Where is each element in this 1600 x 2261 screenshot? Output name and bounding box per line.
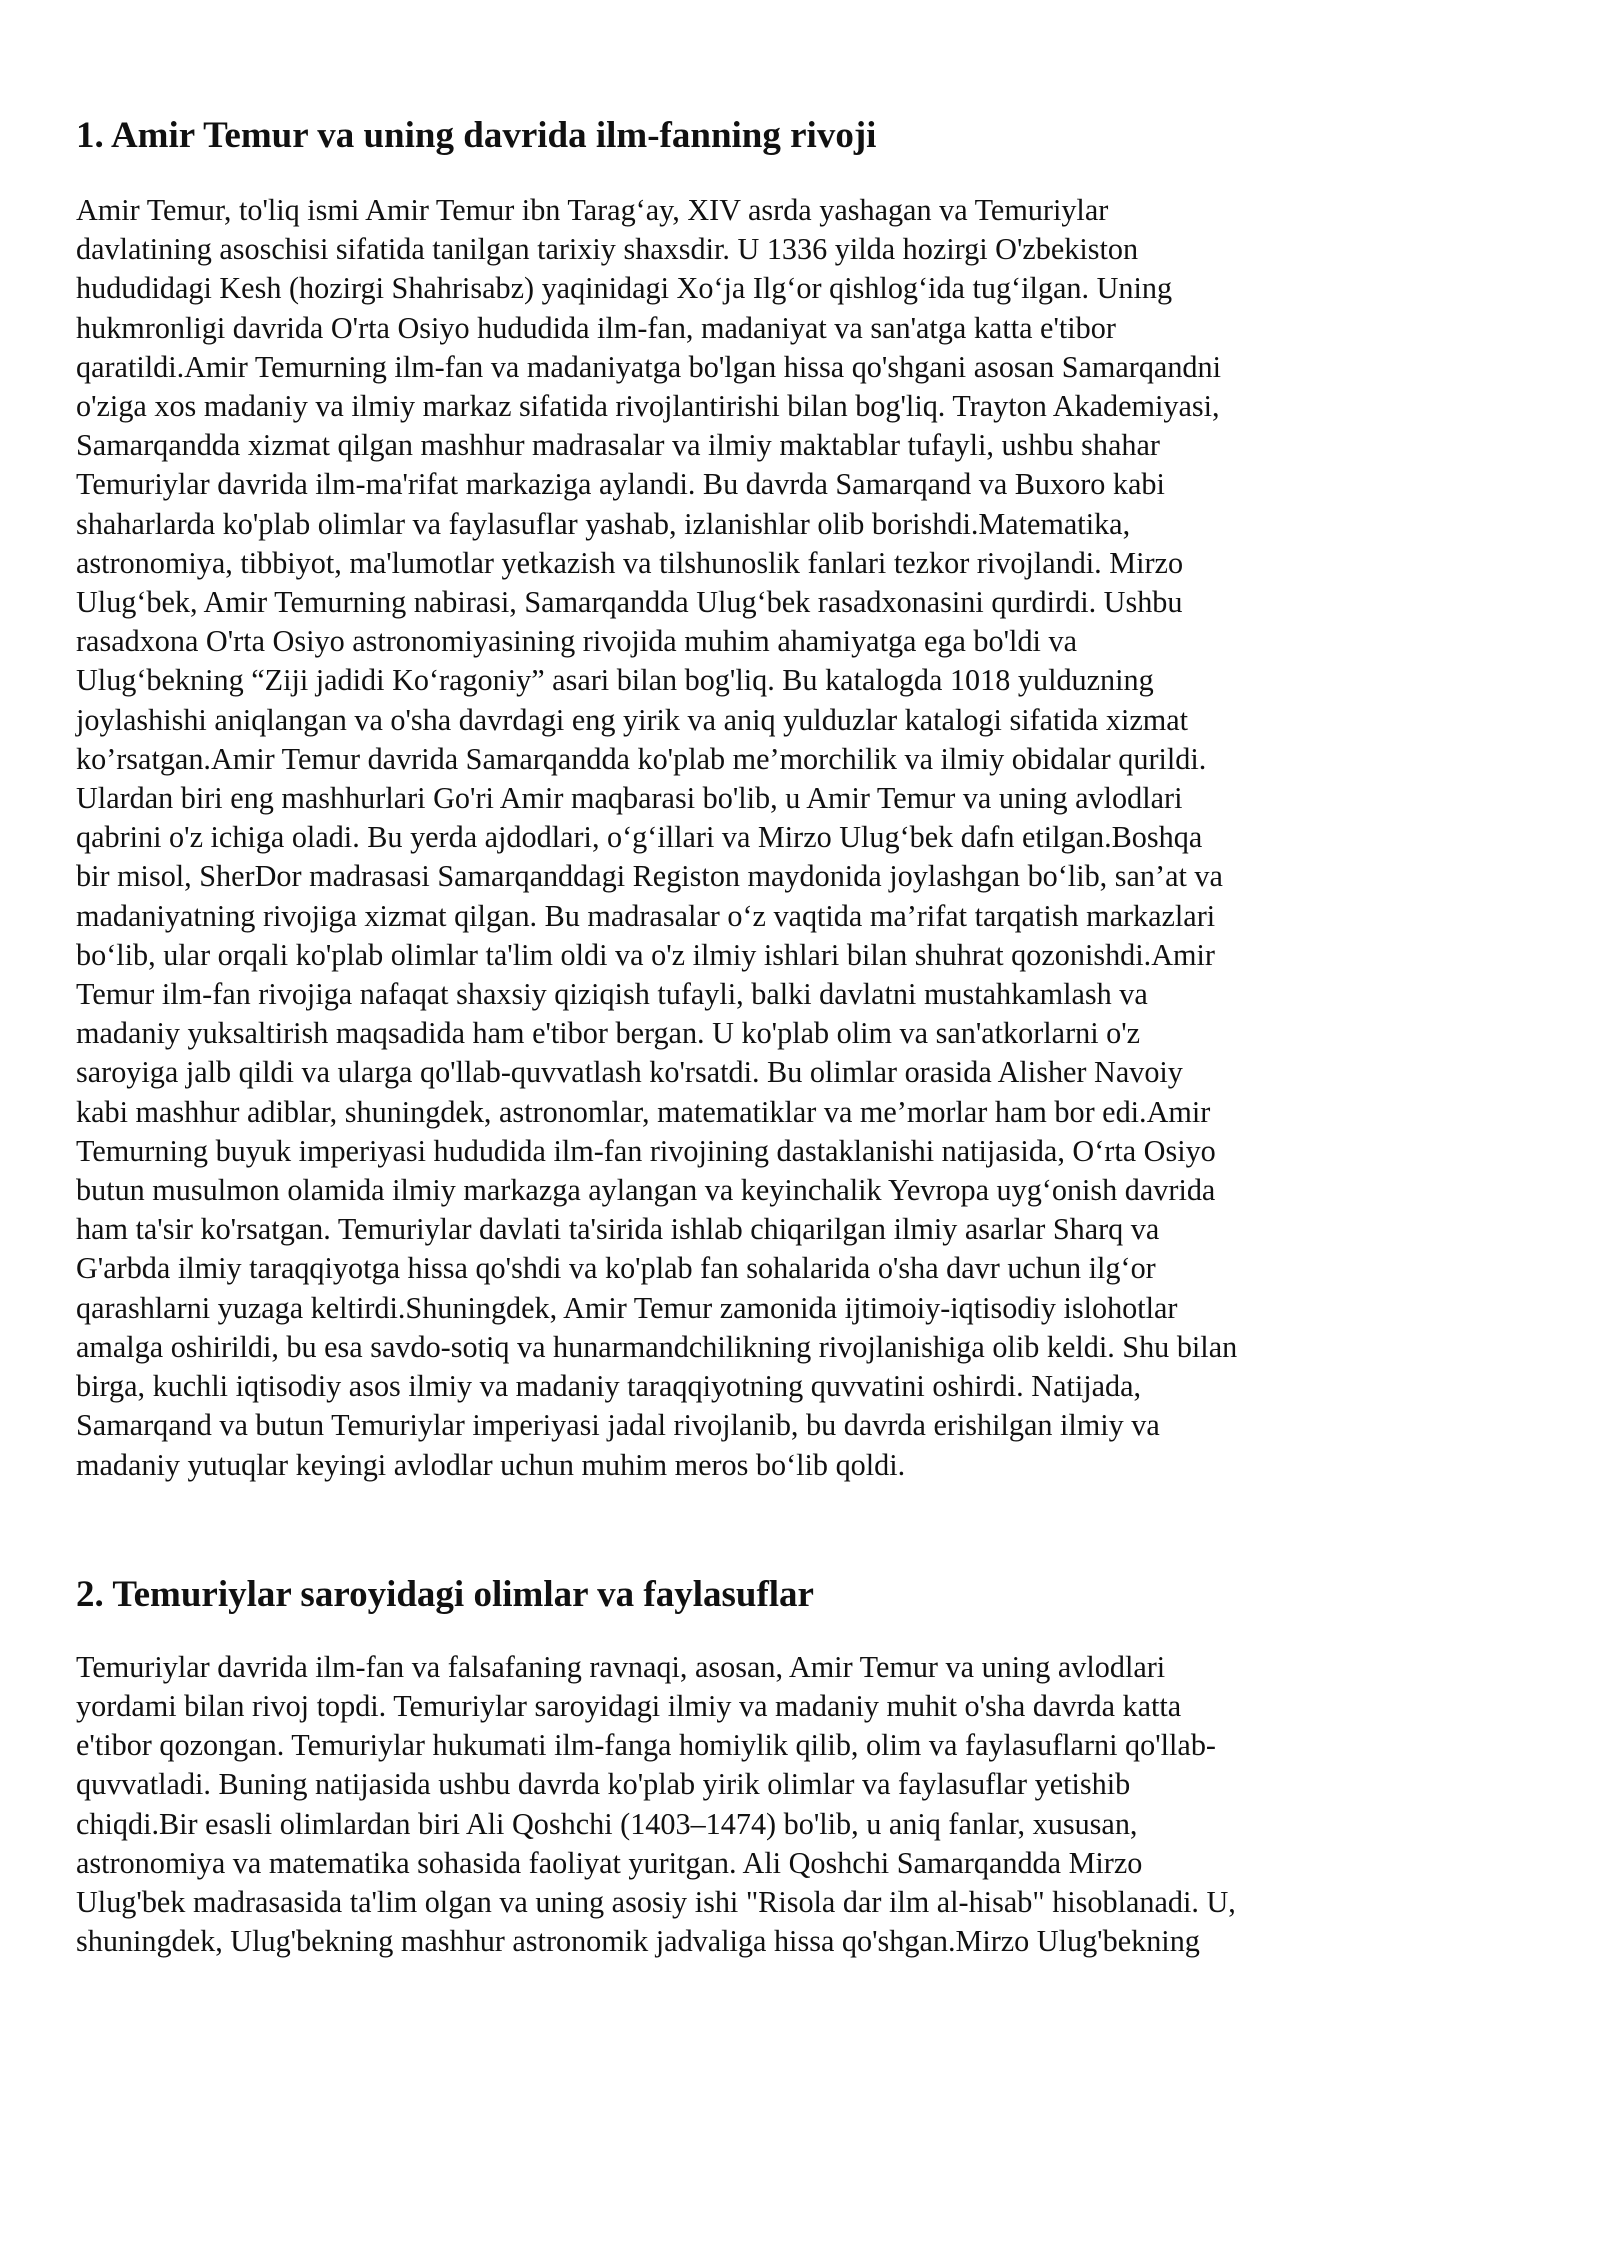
section-1-heading: 1. Amir Temur va uning davrida ilm-fanning rivoji bbox=[76, 115, 877, 156]
section-2-heading: 2. Temuriylar saroyidagi olimlar va faylasuflar bbox=[76, 1573, 814, 1615]
section-1-body: Amir Temur, to'liq ismi Amir Temur ibn Tarag‘ay, XIV asrda yashagan va Temuriylar davlatining asoschisi sifatida tanilgan tarixiy shaxsdir. U 1336 yilda hozirgi O'zbekiston hududidagi Kesh (hozirgi Shahrisabz) yaqinidagi Xo‘ja Ilg‘or qishlog‘ida tug‘ilgan. Uning hukmronligi davrida O'rta Osiyo hududida ilm-fan, madaniyat va san'atga katta e'tibor qaratildi.Amir Temurning ilm-fan va madaniyatga bo'lgan hissa qo'shgani asosan Samarqandni o'ziga xos madaniy va ilmiy markaz sifatida rivojlantirishi bilan bog'liq. Trayton Akademiyasi, Samarqandda xizmat qilgan mashhur madrasalar va ilmiy maktablar tufayli, ushbu shahar Temuriylar davrida ilm-ma'rifat markaziga aylandi. Bu davrda Samarqand va Buxoro kabi shaharlarda ko'plab olimlar va faylasuflar yashab, izlanishlar olib borishdi.Matematika, astronomiya, tibbiyot, ma'lumotlar yetkazish va tilshunoslik fanlari tezkor rivojlandi. Mirzo Ulug‘bek, Amir Temurning nabirasi, Samarqandda Ulug‘bek rasadxonasini qurdirdi. Ushbu rasadxona O'rta Osiyo astronomiyasining rivojida muhim ahamiyatga ega bo'ldi va Ulug‘bekning “Ziji jadidi Ko‘ragoniy” asari bilan bog'liq. Bu katalogda 1018 yulduzning joylashishi aniqlangan va o'sha davrdagi eng yirik va aniq yulduzlar katalogi sifatida xizmat ko’rsatgan.Amir Temur davrida Samarqandda ko'plab me’morchilik va ilmiy obidalar qurildi. Ulardan biri eng mashhurlari Go'ri Amir maqbarasi bo'lib, u Amir Temur va uning avlodlari qabrini o'z ichiga oladi. Bu yerda ajdodlari, o‘g‘illari va Mirzo Ulug‘bek dafn etilgan.Boshqa bir misol, SherDor madrasasi Samarqanddagi Registon maydonida joylashgan bo‘lib, san’at va madaniyatning rivojiga xizmat qilgan. Bu madrasalar o‘z vaqtida ma’rifat tarqatish markazlari bo‘lib, ular orqali ko'plab olimlar ta'lim oldi va o'z ilmiy ishlari bilan shuhrat qozonishdi.Amir Temur ilm-fan rivojiga nafaqat shaxsiy qiziqish tufayli, balki davlatni mustahkamlash va madaniy yuksaltirish maqsadida ham e'tibor bergan. U ko'plab olim va san'atkorlarni o'z saroyiga jalb qildi va ularga qo'llab-quvvatlash ko'rsatdi. Bu olimlar orasida Alisher Navoiy kabi mashhur adiblar, shuningdek, astronomlar, matematiklar va me’morlar ham bor edi.Amir Temurning buyuk imperiyasi hududida ilm-fan rivojining dastaklanishi natijasida, O‘rta Osiyo butun musulmon olamida ilmiy markazga aylangan va keyinchalik Yevropa uyg‘onish davrida ham ta'sir ko'rsatgan. Temuriylar davlati ta'sirida ishlab chiqarilgan ilmiy asarlar Sharq va G'arbda ilmiy taraqqiyotga hissa qo'shdi va ko'plab fan sohalarida o'sha davr uchun ilg‘or qarashlarni yuzaga keltirdi.Shuningdek, Amir Temur zamonida ijtimoiy-iqtisodiy islohotlar amalga oshirildi, bu esa savdo-sotiq va hunarmandchilikning rivojlanishiga olib keldi. Shu bilan birga, kuchli iqtisodiy asos ilmiy va madaniy taraqqiyotning quvvatini oshirdi. Natijada, Samarqand va butun Temuriylar imperiyasi jadal rivojlanib, bu davrda erishilgan ilmiy va madaniy yutuqlar keyingi avlodlar uchun muhim meros bo‘lib qoldi. bbox=[76, 193, 1238, 1482]
section-2-body: Temuriylar davrida ilm-fan va falsafaning ravnaqi, asosan, Amir Temur va uning avlodlari yordami bilan rivoj topdi. Temuriylar saroyidagi ilmiy va madaniy muhit o'sha davrda katta e'tibor qozongan. Temuriylar hukumati ilm-fanga homiylik qilib, olim va faylasuflarni qo'llab- quvvatladi. Buning natijasida ushbu davrda ko'plab yirik olimlar va faylasuflar yetishib chiqdi.Bir esasli olimlardan biri Ali Qoshchi (1403–1474) bo'lib, u aniq fanlar, xususan, astronomiya va matematika sohasida faoliyat yuritgan. Ali Qoshchi Samarqandda Mirzo Ulug'bek madrasasida ta'lim olgan va uning asosiy ishi "Risola dar ilm al-hisab" hisoblanadi. U, shuningdek, Ulug'bekning mashhur astronomik jadvaliga hissa qo'shgan.Mirzo Ulug'bekning bbox=[76, 1649, 1236, 1959]
